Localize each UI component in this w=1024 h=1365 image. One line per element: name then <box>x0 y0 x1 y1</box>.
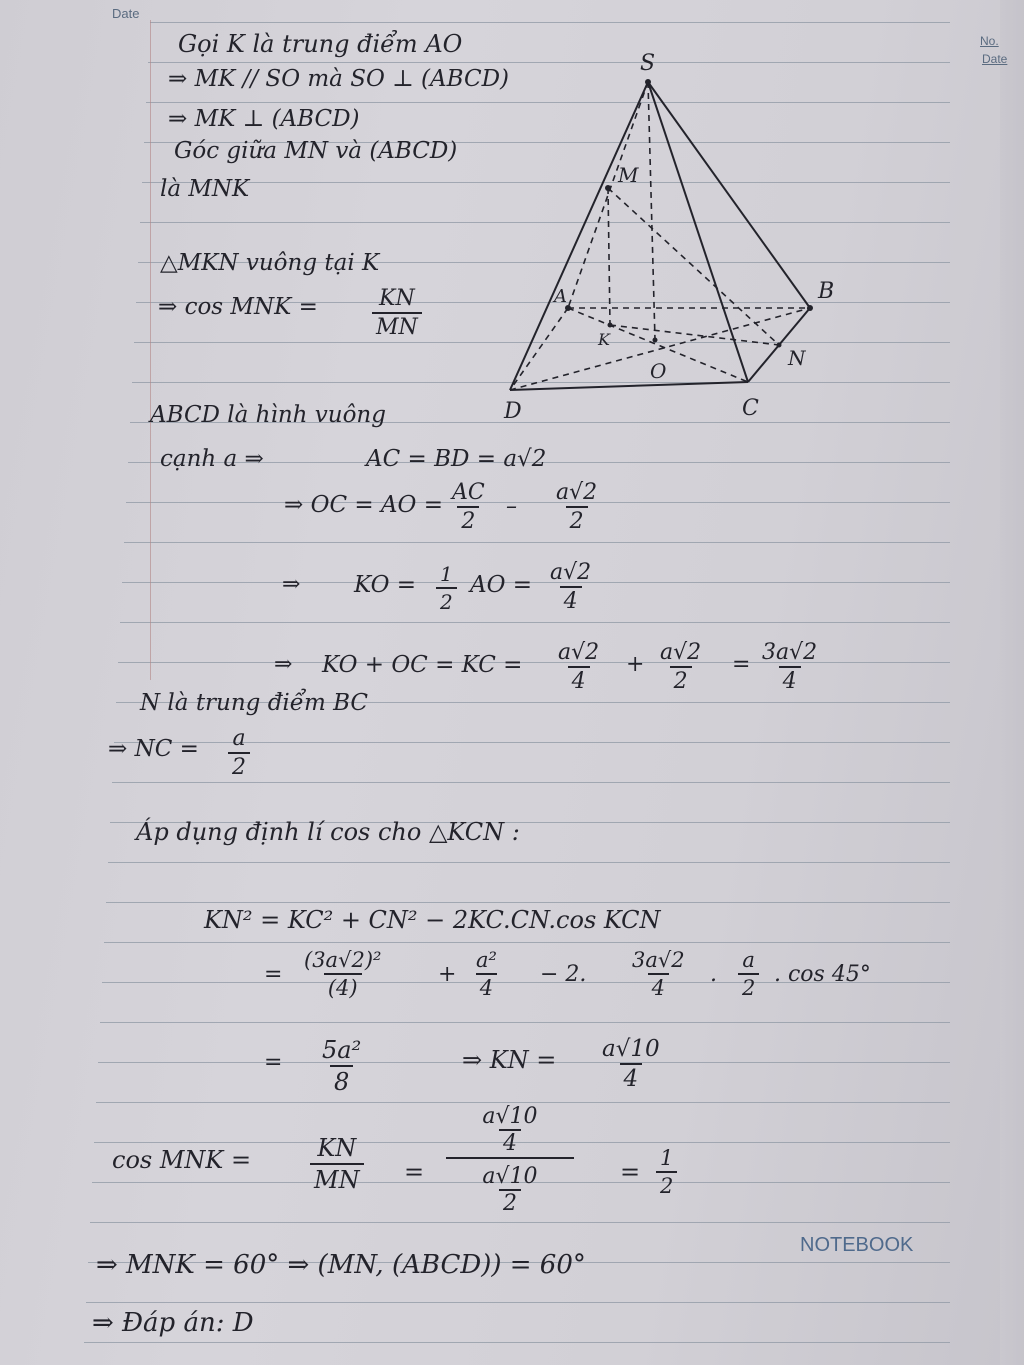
line-14-lhs: ⇒ NC = <box>108 736 199 762</box>
line-11-ao: AO = <box>470 572 533 598</box>
frac-ar2-2: $\frac{a√2}{2}$ <box>556 480 598 534</box>
line-10-lhs: ⇒ OC = AO = <box>284 492 443 518</box>
line-17-plus: + <box>438 962 457 987</box>
label-o: O <box>650 359 667 383</box>
frac-half: $\frac{1}{2}$ <box>436 562 457 614</box>
line-18-eq: = <box>264 1050 283 1075</box>
edge-sd <box>510 82 648 390</box>
label-n: N <box>788 346 806 370</box>
label-m: M <box>618 163 639 187</box>
line-kn <box>610 325 779 345</box>
date-label: Date <box>112 6 140 21</box>
frac-compound: a√10 4 a√10 2 <box>446 1104 574 1216</box>
frac-3ar2-4: $\frac{3a√2}{4}$ <box>762 640 818 694</box>
label-a: A <box>554 286 567 307</box>
frac-half2: $\frac{1}{2}$ <box>656 1146 677 1198</box>
no-label: No. <box>980 34 999 48</box>
line-17-dot: . <box>710 962 717 987</box>
label-k: K <box>598 330 610 349</box>
line-19-lhs: cos MNK = <box>112 1146 252 1174</box>
ruled-line <box>124 542 950 543</box>
ruled-line <box>100 1022 950 1023</box>
ruled-line <box>118 662 950 663</box>
line-5: là MNK <box>160 176 250 202</box>
line-20: ⇒ MNK = 60° ⇒ (MN, (ABCD)) = 60° <box>96 1250 586 1280</box>
line-19-eq2: = <box>620 1158 641 1186</box>
edge-sa <box>568 82 648 308</box>
label-c: C <box>742 396 759 420</box>
line-18-kn: ⇒ KN = <box>462 1046 557 1074</box>
ruled-line <box>120 622 950 623</box>
ruled-line <box>122 582 950 583</box>
line-3: ⇒ MK ⊥ (ABCD) <box>168 106 360 132</box>
frac-ar2-2b: $\frac{a√2}{2}$ <box>660 640 702 694</box>
frac-3ar2-4b: $\frac{3a√2}{4}$ <box>632 948 685 1000</box>
line-8: ABCD là hình vuông <box>150 402 386 428</box>
notebook-brand: NOTEBOOK <box>800 1234 914 1256</box>
ruled-line <box>106 902 950 903</box>
line-4: Góc giữa MN và (ABCD) <box>174 138 458 164</box>
line-2: ⇒ MK // SO mà SO ⊥ (ABCD) <box>168 66 509 92</box>
ruled-line <box>84 1342 950 1343</box>
line-17-minus: − 2. <box>540 962 587 987</box>
ruled-line <box>96 1102 950 1103</box>
pyramid-figure <box>500 40 860 420</box>
line-11-ko: KO = <box>354 572 417 598</box>
edge-dc <box>510 382 748 390</box>
line-21: ⇒ Đáp án: D <box>92 1308 254 1338</box>
line-17-cos: . cos 45° <box>774 962 871 987</box>
line-12-lhs: KO + OC = KC = <box>322 652 523 678</box>
line-1: Gọi K là trung điểm AO <box>178 30 463 58</box>
frac-a-2b: $\frac{a}{2}$ <box>738 948 759 1000</box>
frac-ac-2: $\frac{AC}{2}$ <box>452 480 485 534</box>
notebook-page: Date No. Date S M A B K O N C D Gọi K là trung điểm AO ⇒ MK // SO mà SO ⊥ (ABCD) ⇒ MK ⊥ (ABCD) Góc giữa MN và (ABCD) là MNK △MKN vuông tại K ⇒ cos MNK = $\frac{KN}{MN}$ ABCD là hình vuông cạnh a ⇒ AC = BD = a√2 ⇒ OC = AO = $\frac{AC}{2}$ – $\frac{a√2}{2}$ ⇒ KO = $\frac{1}{2}$ AO = $\frac{a√2}{4}$ ⇒ KO + OC = KC = $\frac{a√2}{4}$ + $\frac{a√2}{2}$ = $\frac{3a√2}{4}$ N là trung điểm BC ⇒ NC = $\frac{a}{2}$ Áp dụng định lí cos cho △KCN : KN² = KC² + CN² − 2KC.CN.cos KCN = $\frac{\text{(3a√2)²}}{(4)}$ + $\frac{\text{a²}}{4}$ − 2. $\frac{3a√2}{4}$ . $\frac{a}{2}$ . cos 45° = $\frac{\text{5a²}}{8}$ ⇒ KN = $\frac{a√10}{4}$ cos MNK = $\frac{KN}{MN}$ = a√10 4 a√10 2 = $\frac{1}{2}$ ⇒ MNK = 60° ⇒ (MN, (ABCD)) = 60° NOTEBOOK ⇒ Đáp án: D <box>0 0 1024 1365</box>
line-17-eq: = <box>264 962 283 987</box>
label-s: S <box>640 51 656 76</box>
ruled-line <box>108 862 950 863</box>
label-d: D <box>504 399 522 420</box>
frac-kn-mn2: $\frac{KN}{MN}$ <box>310 1134 364 1194</box>
line-6: △MKN vuông tại K <box>160 250 380 276</box>
ruled-line <box>104 942 950 943</box>
line-mk <box>608 188 610 325</box>
line-12-arrow: ⇒ <box>274 652 293 677</box>
frac-kn-mn: $\frac{KN}{MN}$ <box>372 286 422 340</box>
ruled-line <box>90 1222 950 1223</box>
frac-ar10-4: $\frac{a√10}{4}$ <box>602 1036 660 1092</box>
line-9-lhs: cạnh a ⇒ <box>160 446 264 472</box>
edge-sc <box>648 82 748 382</box>
date-label-right: Date <box>982 52 1008 66</box>
ruled-line <box>86 1302 950 1303</box>
line-11-arrow: ⇒ <box>282 572 301 597</box>
label-b: B <box>818 279 835 304</box>
line-7-lhs: ⇒ cos MNK = <box>158 294 318 320</box>
ruled-line <box>112 782 950 783</box>
edge-sb <box>648 82 810 308</box>
line-9-rhs: AC = BD = a√2 <box>366 446 547 472</box>
frac-5a2-8: $\frac{\text{5a²}}{8}$ <box>322 1036 362 1096</box>
edge-ad <box>510 308 568 390</box>
frac-ar2-4: $\frac{a√2}{4}$ <box>550 560 592 614</box>
line-19-eq1: = <box>404 1158 425 1186</box>
line-13: N là trung điểm BC <box>140 690 368 716</box>
frac-sq1: $\frac{\text{(3a√2)²}}{(4)}$ <box>304 948 382 1000</box>
line-16: KN² = KC² + CN² − 2KC.CN.cos KCN <box>204 906 661 934</box>
line-so <box>648 82 655 340</box>
frac-a-2: $\frac{a}{2}$ <box>228 726 250 780</box>
line-mn <box>608 188 779 345</box>
ruled-line <box>150 22 950 23</box>
line-15: Áp dụng định lí cos cho △KCN : <box>136 818 520 846</box>
margin-line <box>150 20 151 680</box>
frac-ar2-4b: $\frac{a√2}{4}$ <box>558 640 600 694</box>
ruled-line <box>126 502 950 503</box>
frac-a2-4: $\frac{\text{a²}}{4}$ <box>476 948 497 1000</box>
